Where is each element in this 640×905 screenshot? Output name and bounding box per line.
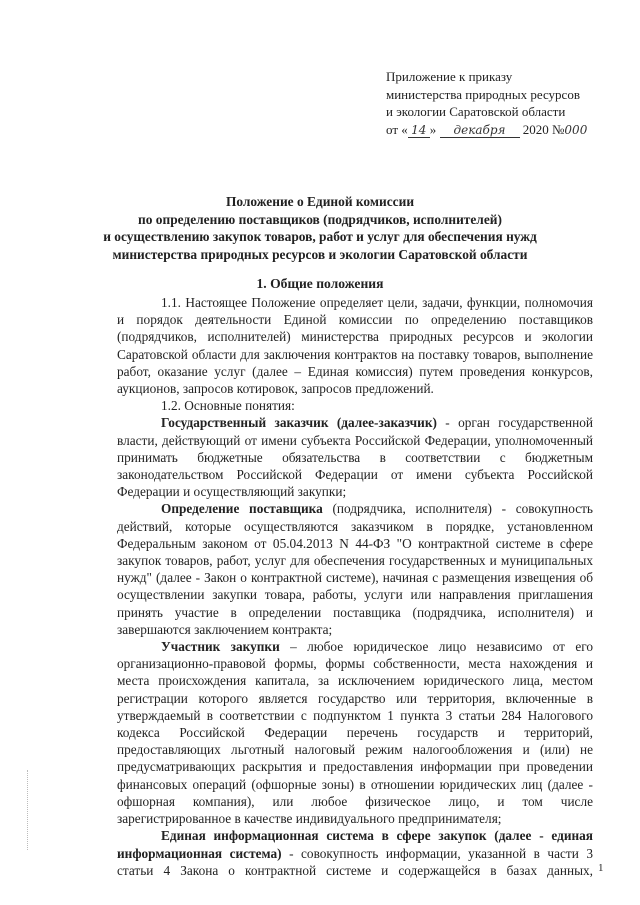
- definition-participant: [117, 638, 593, 827]
- appendix-line-3: и экологии Саратовской области: [386, 104, 566, 119]
- date-mid: »: [429, 121, 437, 137]
- document-body: [117, 294, 593, 879]
- term-participant: Участник закупки: [161, 639, 280, 655]
- appendix-line-2: министерства природных ресурсов: [386, 86, 580, 102]
- order-number: 000: [564, 122, 588, 137]
- page-number: 1: [598, 862, 604, 874]
- date-prefix: от «: [386, 121, 408, 137]
- paragraph-1-1: 1.1. Настоящее Положение определяет цели, задачи, функции, полномочия и порядок деятельности Единой комиссии по определению поставщиков (подрядчиков, исполнителей) министерства природных ресурсов и экологии Саратовской области для заключения контрактов на поставку товаров, выполнение работ, оказание услуг (далее – Единая комиссия) путем проведения конкурсов, аукционов, запросов котировок, запросов предложений.: [117, 295, 593, 397]
- title-line-4: министерства природных ресурсов и экологии Саратовской области: [112, 246, 528, 262]
- date-year: 2020 №: [522, 121, 565, 137]
- document-title: [40, 193, 600, 263]
- appendix-line-1: Приложение к приказу: [386, 69, 513, 84]
- term-supplier: Определение поставщика: [161, 501, 323, 517]
- title-line-1: Положение о Единой комиссии: [225, 194, 415, 209]
- def-participant: – любое юридическое лицо независимо от его организационно-правовой формы, формы собственности, места нахождения и места происхождения капитала, за исключением юридического лица, местом регистрации которого является государство или территория, включенные в утверждаемый в соответствии с подпунктом 1 пункта 3 статьи 284 Налогового кодекса Российской Федерации перечень государств и территорий, предоставляющих льготный налоговый режим налогообложения и (или) не предусматривающих раскрытия и предоставления информации при проведении финансовых операций (офшорные зоны) в отношении юридических лиц (далее - офшорная компания), или любое физическое лицо, и том числе зарегистрированное в качестве индивидуального предпринимателя;: [117, 639, 593, 827]
- date-day: 14: [408, 123, 430, 138]
- term-eis: Единая информационная система в сфере закупок (далее - единая информационная система): [117, 828, 593, 861]
- def-supplier: (подрядчика, исполнителя) - совокупность действий, которые осуществляются заказчиком в порядке, установленном Федеральным законом от 05.04.2013 N 44-ФЗ "О контрактной системе в сфере закупок товаров, работ, услуг для обеспечения государственных и муниципальных нужд" (далее - Закон о контрактной системе), начиная с размещения извещения об осуществлении закупки товара, работы, услуги или направления приглашения принять участие в определении поставщика (подрядчика, исполнителя) и завершаются заключением контракта;: [117, 501, 593, 637]
- title-line-3: и осуществлению закупок товаров, работ и услуг для обеспечения нужд: [103, 229, 537, 244]
- def-eis: - совокупность информации, указанной в части 3 статьи 4 Закона о контрактной системе и содержащейся в базах данных,: [117, 845, 593, 878]
- definition-customer: [117, 414, 593, 500]
- appendix-block: [386, 68, 616, 139]
- definition-eis: [117, 827, 593, 879]
- def-customer: - орган государственной власти, действующий от имени субъекта Российской Федерации, уполномоченный принимать бюджетные обязательства в соответствии с бюджетным законодательством Российской Федерации от имени субъекта Российской Федерации и осуществляющий закупки;: [117, 415, 593, 500]
- paragraph-1-2: 1.2. Основные понятия:: [161, 398, 295, 414]
- scan-margin-mark: [27, 770, 30, 850]
- definition-supplier: [117, 500, 593, 638]
- date-month: декабря: [440, 123, 520, 138]
- term-customer: Государственный заказчик (далее-заказчик): [161, 415, 437, 431]
- appendix-date-line: [386, 121, 616, 140]
- section-heading: 1. Общие положения: [256, 276, 384, 291]
- title-line-2: по определению поставщиков (подрядчиков, исполнителей): [138, 211, 502, 227]
